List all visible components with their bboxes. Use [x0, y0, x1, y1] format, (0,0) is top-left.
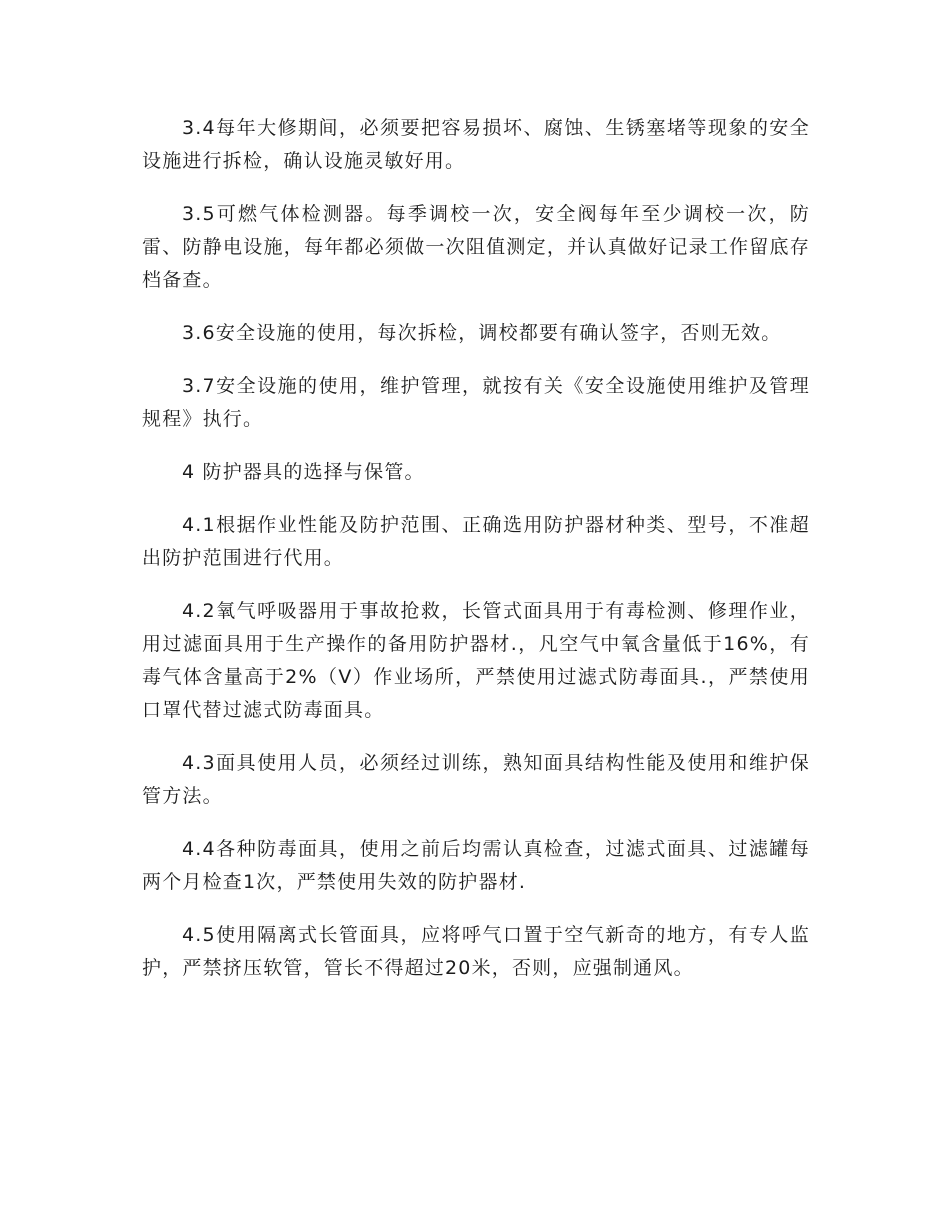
paragraph-4-5: 4.5使用隔离式长管面具，应将呼气口置于空气新奇的地方，有专人监护，严禁挤压软管，管长不得超过20米，否则，应强制通风。 [142, 924, 810, 979]
paragraph-3-4: 3.4每年大修期间，必须要把容易损坏、腐蚀、生锈塞堵等现象的安全设施进行拆检，确认设施灵敏好用。 [142, 117, 810, 172]
paragraph-4-3: 4.3面具使用人员，必须经过训练，熟知面具结构性能及使用和维护保管方法。 [142, 752, 810, 807]
paragraph-3-6: 3.6安全设施的使用，每次拆检，调校都要有确认签字，否则无效。 [182, 322, 782, 344]
paragraph-3-5: 3.5可燃气体检测器。每季调校一次，安全阀每年至少调校一次，防雷、防静电设施，每年都必须做一次阻值测定，并认真做好记录工作留底存档备查。 [142, 203, 810, 291]
document-body [142, 112, 810, 1005]
paragraph-4-4: 4.4各种防毒面具，使用之前后均需认真检查，过滤式面具、过滤罐每两个月检查1次，严禁使用失效的防护器材. [142, 838, 810, 893]
paragraph-3-7: 3.7安全设施的使用，维护管理，就按有关《安全设施使用维护及管理规程》执行。 [142, 375, 810, 430]
paragraph-4-1: 4.1根据作业性能及防护范围、正确选用防护器材种类、型号，不准超出防护范围进行代用。 [142, 514, 810, 569]
section-heading-4: 4 防护器具的选择与保管。 [182, 461, 425, 483]
paragraph-4-2: 4.2氧气呼吸器用于事故抢救，长管式面具用于有毒检测、修理作业，用过滤面具用于生产操作的备用防护器材.，凡空气中氧含量低于16%，有毒气体含量高于2%（V）作业场所，严禁使用过滤式防毒面具.，严禁使用口罩代替过滤式防毒面具。 [142, 600, 810, 721]
